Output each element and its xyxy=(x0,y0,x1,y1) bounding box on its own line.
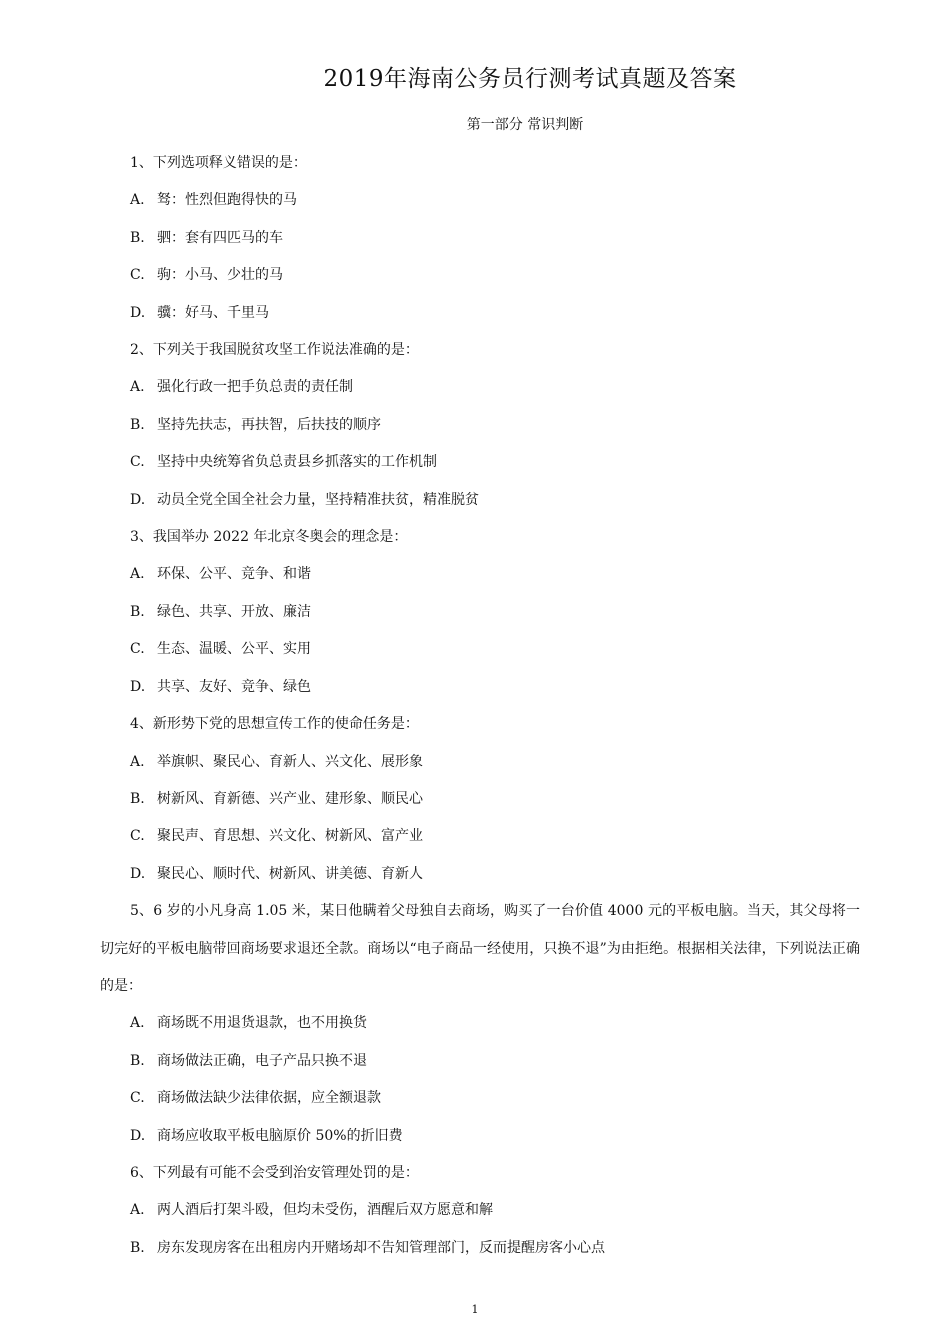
option-label: D. xyxy=(130,1127,146,1144)
option-item xyxy=(100,594,860,631)
page-number: 1 xyxy=(471,1303,479,1316)
option-item xyxy=(100,257,860,294)
option-text: 商场做法正确，电子产品只换不退 xyxy=(157,1052,367,1069)
option-label: A. xyxy=(130,192,145,209)
option-label: D. xyxy=(130,491,146,508)
option-item xyxy=(100,669,860,706)
option-label: D. xyxy=(130,304,146,321)
option-text: 树新风、育新德、兴产业、建形象、顺民心 xyxy=(157,790,423,807)
option-label: A. xyxy=(130,753,145,770)
question-stem: 5、6 岁的小凡身高 1.05 米，某日他瞒着父母独自去商场，购买了一台价值 4000 元的平板电脑。当天，其父母将一切完好的平板电脑带回商场要求退还全款。商场以“电子商品一经使用，只换不退”为由拒绝。根据相关法律，下列说法正确的是： xyxy=(100,903,860,994)
option-item xyxy=(100,1192,860,1229)
option-item xyxy=(100,631,860,668)
option-label: A. xyxy=(130,379,145,396)
option-label: A. xyxy=(130,1015,145,1032)
option-text: 环保、公平、竞争、和谐 xyxy=(157,566,311,583)
option-text: 驷：套有四匹马的车 xyxy=(157,229,283,246)
option-item xyxy=(100,818,860,855)
option-text: 两人酒后打架斗殴，但均未受伤，酒醒后双方愿意和解 xyxy=(157,1202,493,1219)
option-label: B. xyxy=(130,1239,145,1256)
option-text: 商场既不用退货退款，也不用换货 xyxy=(157,1015,367,1032)
option-label: C. xyxy=(130,454,145,471)
option-text: 驽：性烈但跑得快的马 xyxy=(157,192,297,209)
option-item xyxy=(100,1080,860,1117)
option-item xyxy=(100,556,860,593)
option-label: C. xyxy=(130,828,145,845)
question-list xyxy=(100,145,860,1267)
option-label: B. xyxy=(130,603,145,620)
question-stem: 2、下列关于我国脱贫攻坚工作说法准确的是： xyxy=(130,342,419,359)
question-stem: 6、下列最有可能不会受到治安管理处罚的是： xyxy=(130,1164,419,1181)
option-text: 举旗帜、聚民心、育新人、兴文化、展形象 xyxy=(157,753,423,770)
option-item xyxy=(100,220,860,257)
option-item xyxy=(100,744,860,781)
option-item xyxy=(100,407,860,444)
option-text: 聚民声、育思想、兴文化、树新风、富产业 xyxy=(157,828,423,845)
option-text: 动员全党全国全社会力量，坚持精准扶贫，精准脱贫 xyxy=(157,491,479,508)
option-label: D. xyxy=(130,865,146,882)
question-stem: 1、下列选项释义错误的是： xyxy=(130,155,307,171)
option-label: D. xyxy=(130,678,146,695)
option-item xyxy=(100,369,860,406)
option-text: 坚持先扶志，再扶智，后扶技的顺序 xyxy=(157,416,381,433)
option-text: 生态、温暖、公平、实用 xyxy=(157,641,311,658)
option-label: B. xyxy=(130,229,145,246)
option-text: 商场应收取平板电脑原价 50%的折旧费 xyxy=(157,1127,403,1144)
option-text: 聚民心、顺时代、树新风、讲美德、育新人 xyxy=(157,865,423,882)
option-text: 绿色、共享、开放、廉洁 xyxy=(157,603,311,620)
option-text: 房东发现房客在出租房内开赌场却不告知管理部门，反而提醒房客小心点 xyxy=(157,1239,605,1256)
option-item xyxy=(100,1043,860,1080)
option-text: 驹：小马、少壮的马 xyxy=(157,267,283,284)
option-label: B. xyxy=(130,790,145,807)
option-label: A. xyxy=(130,566,145,583)
option-item xyxy=(100,182,860,219)
option-item xyxy=(100,781,860,818)
option-item xyxy=(100,1230,860,1267)
option-text: 骥：好马、千里马 xyxy=(157,304,269,321)
option-text: 强化行政一把手负总责的责任制 xyxy=(157,379,353,396)
option-label: B. xyxy=(130,1052,145,1069)
option-item xyxy=(100,482,860,519)
option-item xyxy=(100,1005,860,1042)
section-heading: 第一部分 常识判断 xyxy=(466,117,584,133)
option-text: 坚持中央统筹省负总责县乡抓落实的工作机制 xyxy=(157,454,437,471)
question-stem: 4、新形势下党的思想宣传工作的使命任务是： xyxy=(130,716,419,733)
option-label: A. xyxy=(130,1202,145,1219)
option-item xyxy=(100,295,860,332)
option-label: B. xyxy=(130,416,145,433)
document-title: 2019年海南公务员行测考试真题及答案 xyxy=(323,66,737,92)
option-label: C. xyxy=(130,1090,145,1107)
option-item xyxy=(100,856,860,893)
option-label: C. xyxy=(130,267,145,284)
option-label: C. xyxy=(130,641,145,658)
option-item xyxy=(100,444,860,481)
option-text: 商场做法缺少法律依据，应全额退款 xyxy=(157,1090,381,1107)
option-text: 共享、友好、竞争、绿色 xyxy=(157,678,311,695)
question-stem: 3、我国举办 2022 年北京冬奥会的理念是： xyxy=(130,529,408,546)
option-item xyxy=(100,1118,860,1155)
